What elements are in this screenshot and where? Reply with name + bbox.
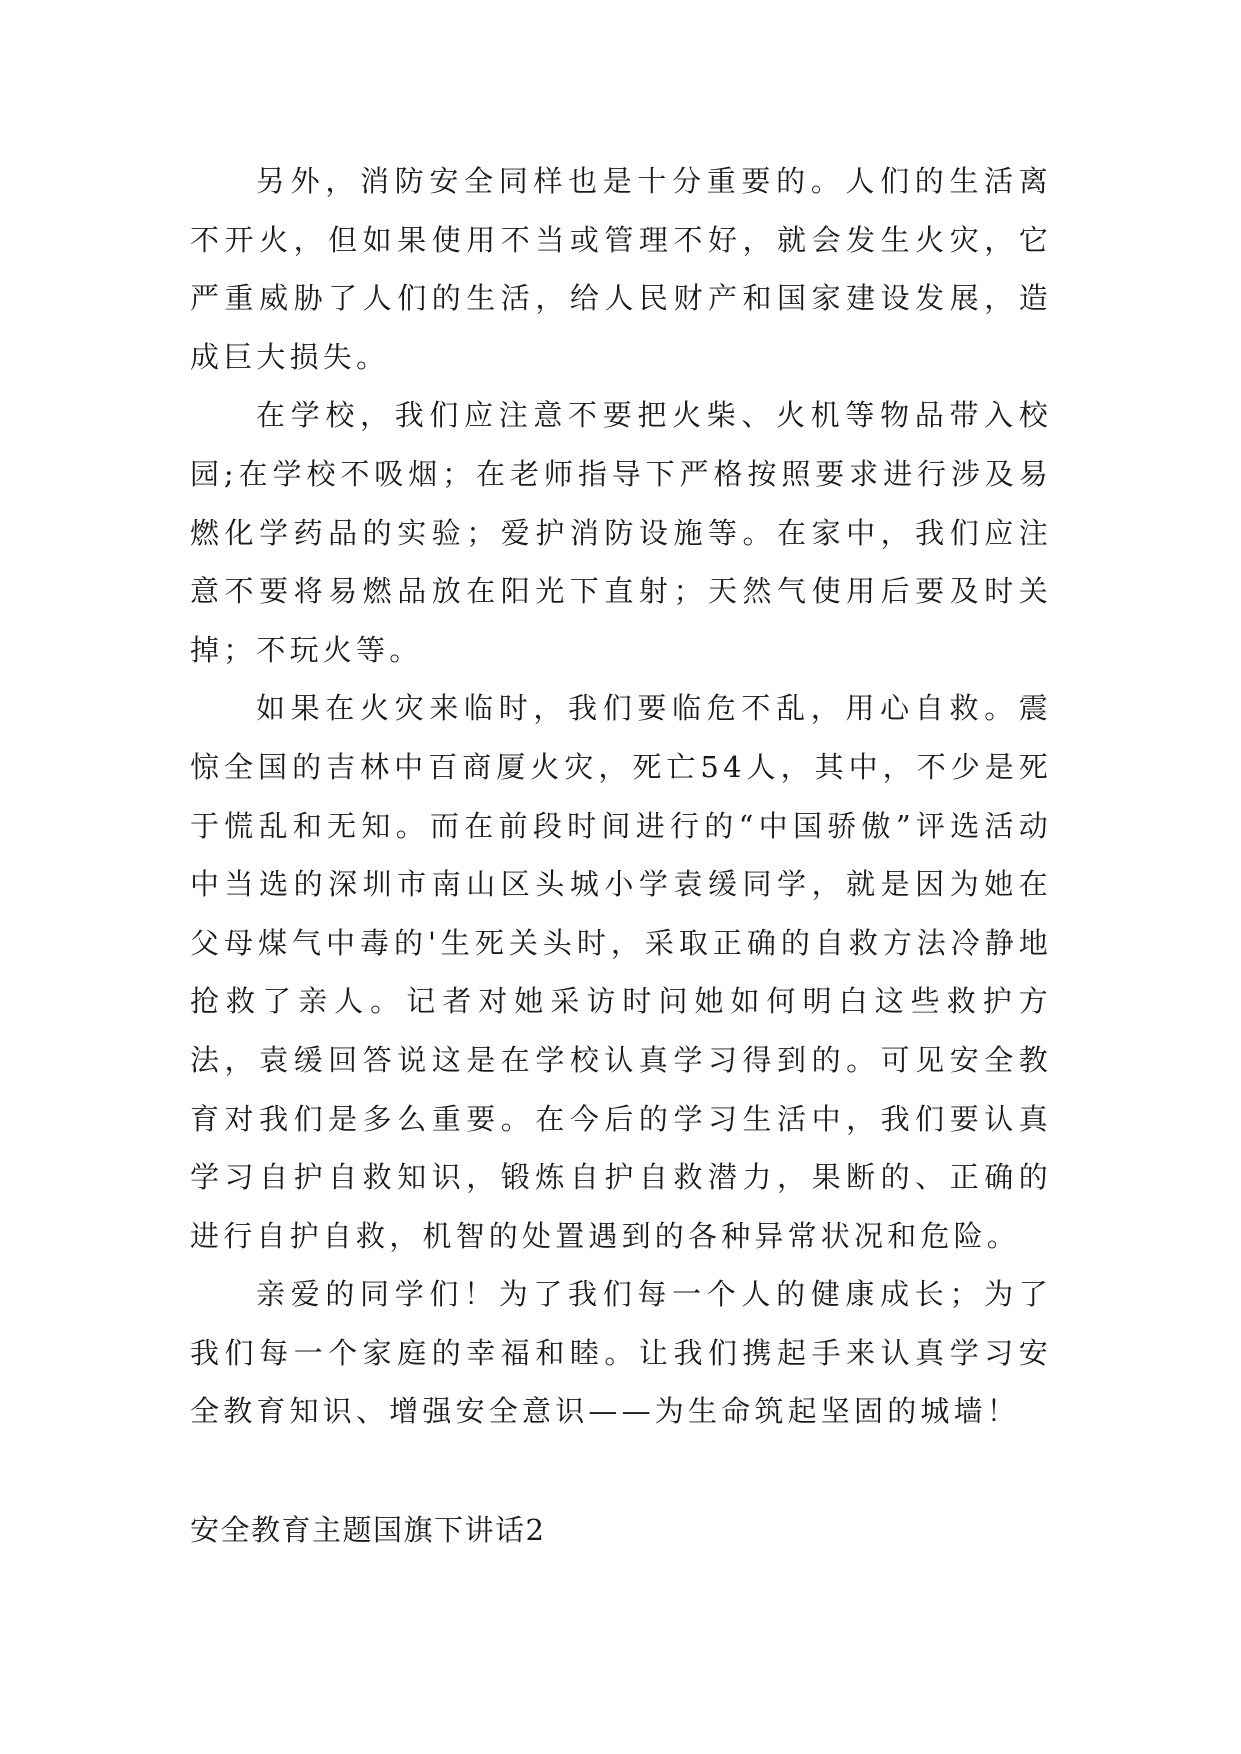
paragraph-fire-safety: 另外，消防安全同样也是十分重要的。人们的生活离不开火，但如果使用不当或管理不好，就会发生火灾，它严重威胁了人们的生活，给人民财产和国家建设发展，造成巨大损失。 [190,164,1052,374]
document-body [190,152,1052,1550]
paragraph-school-home-rules: 在学校，我们应注意不要把火柴、火机等物品带入校园;在学校不吸烟；在老师指导下严格按照要求进行涉及易燃化学药品的实验；爱护消防设施等。在家中，我们应注意不要将易燃品放在阳光下直射；天然气使用后要及时关掉；不玩火等。 [190,398,1052,667]
section-heading: 安全教育主题国旗下讲话2 [190,1513,546,1548]
paragraph-self-rescue: 如果在火灾来临时，我们要临危不乱，用心自救。震惊全国的吉林中百商厦火灾，死亡54人，其中，不少是死于慌乱和无知。而在前段时间进行的“中国骄傲”评选活动中当选的深圳市南山区头城小学袁缓同学，就是因为她在父母煤气中毒的'生死关头时，采取正确的自救方法冷静地抢救了亲人。记者对她采访时问她如何明白这些救护方法，袁缓回答说这是在学校认真学习得到的。可见安全教育对我们是多么重要。在今后的学习生活中，我们要认真学习自护自救知识，锻炼自护自救潜力，果断的、正确的进行自护自救，机智的处置遇到的各种异常状况和危险。 [190,691,1052,1253]
paragraph-closing-appeal: 亲爱的同学们！为了我们每一个人的健康成长；为了我们每一个家庭的幸福和睦。让我们携起手来认真学习安全教育知识、增强安全意识——为生命筑起坚固的城墙！ [190,1277,1052,1429]
